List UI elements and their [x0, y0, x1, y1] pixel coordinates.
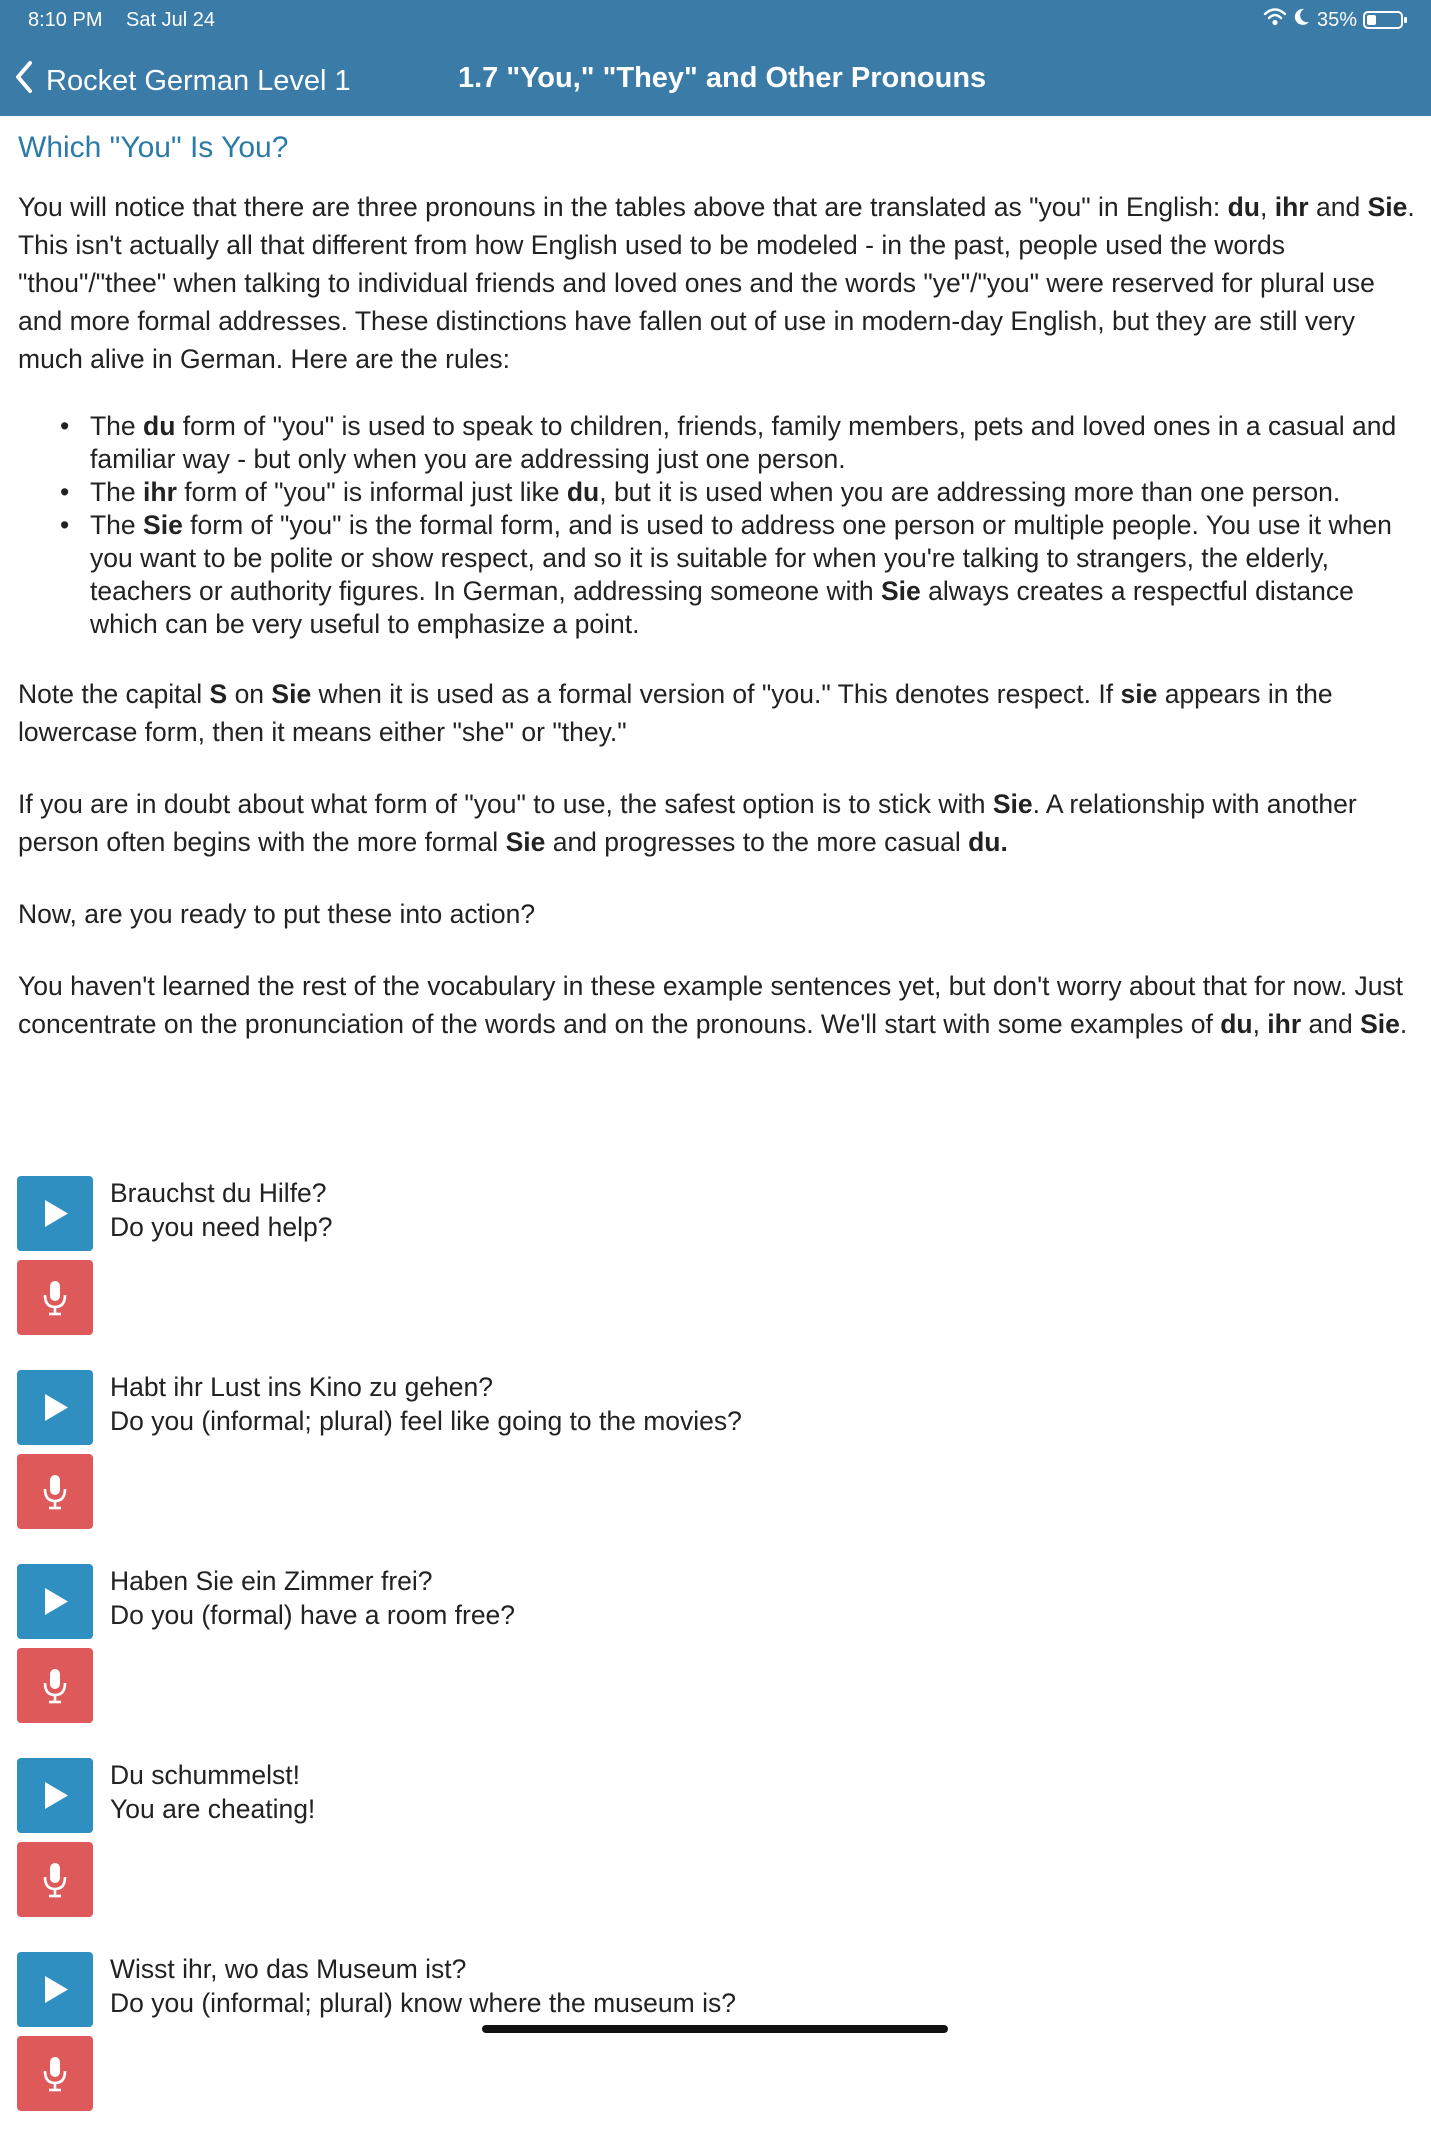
ready-paragraph: Now, are you ready to put these into action? — [18, 899, 536, 929]
home-indicator[interactable] — [482, 2025, 948, 2033]
back-button[interactable] — [14, 60, 351, 102]
doubt-paragraph: If you are in doubt about what form of "you" to use, the safest option is to stick with Sie. A relationship with another person often begins with the more formal Sie and progresses to the more casual du. — [18, 789, 1357, 857]
microphone-icon — [17, 1454, 93, 1529]
example-text — [110, 1758, 315, 1826]
vocab-paragraph: You haven't learned the rest of the vocabulary in these example sentences yet, but don't worry about that for now. Just concentrate on the pronunciation of the words and on the pronouns. We'll start with some examples of du, ihr and Sie. — [18, 971, 1408, 1039]
example-text — [110, 1952, 736, 2020]
play-icon — [17, 1176, 93, 1251]
play-button[interactable] — [17, 1564, 93, 1639]
note-paragraph: Note the capital S on Sie when it is used as a formal version of "you." This denotes respect. If sie appears in the lowercase form, then it means either "she" or "they." — [18, 679, 1333, 747]
top-bar — [0, 0, 1431, 116]
play-button[interactable] — [17, 1952, 93, 2027]
play-button[interactable] — [17, 1176, 93, 1251]
navigation-bar — [0, 50, 1431, 106]
microphone-icon — [17, 2036, 93, 2111]
example-text — [110, 1564, 515, 1632]
wifi-icon — [1263, 7, 1287, 33]
rules-list — [18, 410, 1418, 641]
example-text — [110, 1370, 742, 1438]
example-item — [17, 1564, 1417, 1758]
german-sentence: Brauchst du Hilfe? — [110, 1178, 327, 1208]
record-button[interactable] — [17, 2036, 93, 2111]
status-indicators — [1263, 7, 1403, 33]
examples-list — [17, 1176, 1417, 2146]
chevron-left-icon — [14, 60, 34, 102]
german-sentence: Haben Sie ein Zimmer frei? — [110, 1566, 433, 1596]
play-button[interactable] — [17, 1370, 93, 1445]
english-translation: Do you need help? — [110, 1212, 333, 1242]
lesson-content — [18, 116, 1418, 1043]
list-item: • The du form of "you" is used to speak to children, friends, family members, pets and loved ones in a casual and familiar way - but only when you are addressing just one person. — [90, 410, 1418, 476]
play-button[interactable] — [17, 1758, 93, 1833]
example-text — [110, 1176, 332, 1244]
record-button[interactable] — [17, 1842, 93, 1917]
english-translation: Do you (formal) have a room free? — [110, 1600, 516, 1630]
microphone-icon — [17, 1260, 93, 1335]
english-translation: You are cheating! — [110, 1794, 316, 1824]
play-icon — [17, 1758, 93, 1833]
section-title: Which "You" Is You? — [18, 131, 289, 164]
intro-paragraph: You will notice that there are three pronouns in the tables above that are translated as "you" in English: du, ihr and Sie. This isn't actually all that different from how English used to be modeled - in the past, people used the words "thou"/"thee" when talking to individual friends and loved ones and the words "ye"/"you" were reserved for plural use and more formal addresses. These distinctions have fallen out of use in modern-day English, but they are still very much alive in German. Here are the rules: — [18, 192, 1415, 374]
status-bar — [0, 0, 1431, 40]
record-button[interactable] — [17, 1454, 93, 1529]
microphone-icon — [17, 1842, 93, 1917]
list-item: • The ihr form of "you" is informal just like du, but it is used when you are addressing more than one person. — [90, 476, 1418, 509]
german-sentence: Du schummelst! — [110, 1760, 300, 1790]
example-item — [17, 1758, 1417, 1952]
moon-icon — [1293, 7, 1311, 33]
example-item — [17, 1370, 1417, 1564]
battery-percent: 35% — [1316, 8, 1357, 31]
record-button[interactable] — [17, 1648, 93, 1723]
german-sentence: Wisst ihr, wo das Museum ist? — [110, 1954, 467, 1984]
english-translation: Do you (informal; plural) feel like going to the movies? — [110, 1406, 742, 1436]
battery-icon — [1363, 11, 1403, 29]
example-item — [17, 1176, 1417, 1370]
page-title: 1.7 "You," "They" and Other Pronouns — [458, 62, 987, 94]
list-item: • The Sie form of "you" is the formal form, and is used to address one person or multiple people. You use it when you want to be polite or show respect, and so it is suitable for when you're talking to strangers, the elderly, teachers or authority figures. In German, addressing someone with Sie always creates a respectful distance which can be very useful to emphasize a point. — [90, 509, 1418, 641]
back-label: Rocket German Level 1 — [46, 64, 351, 97]
play-icon — [17, 1952, 93, 2027]
play-icon — [17, 1370, 93, 1445]
english-translation: Do you (informal; plural) know where the museum is? — [110, 1988, 736, 2018]
example-item — [17, 1952, 1417, 2146]
german-sentence: Habt ihr Lust ins Kino zu gehen? — [110, 1372, 494, 1402]
play-icon — [17, 1564, 93, 1639]
status-date: Sat Jul 24 — [126, 9, 215, 31]
status-time: 8:10 PM — [28, 9, 103, 31]
record-button[interactable] — [17, 1260, 93, 1335]
microphone-icon — [17, 1648, 93, 1723]
